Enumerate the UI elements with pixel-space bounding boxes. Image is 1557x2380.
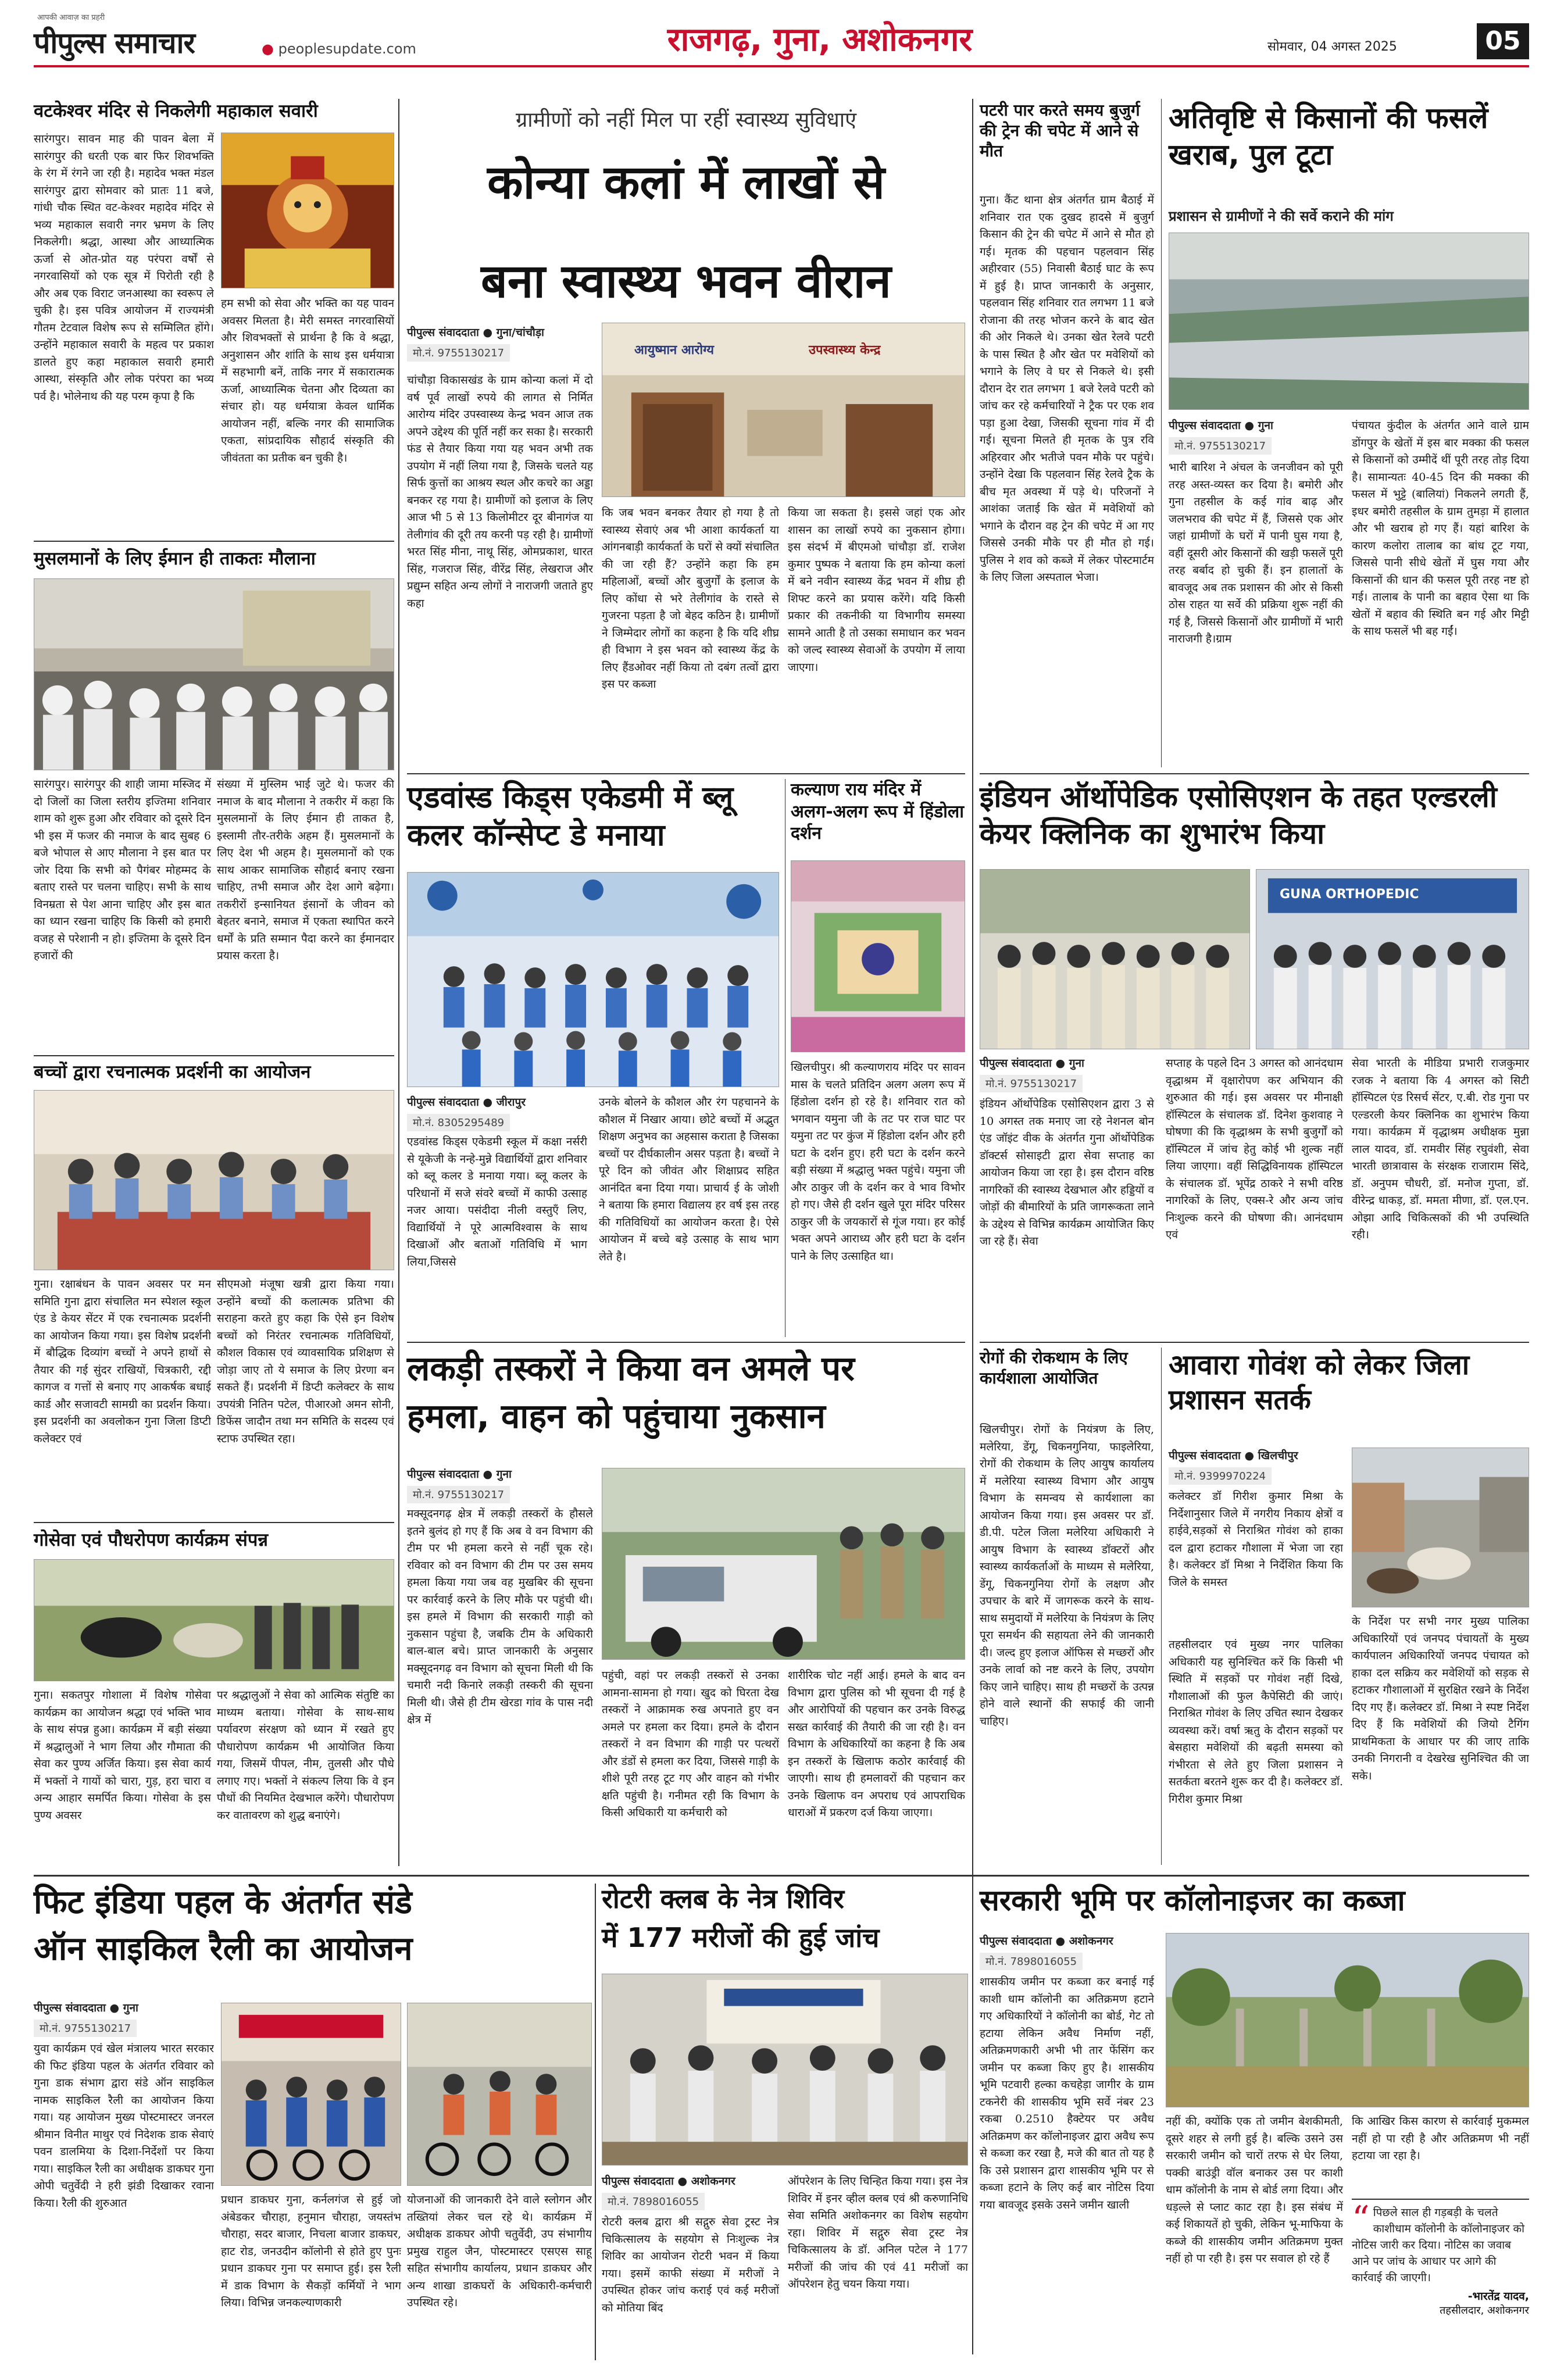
logo-text: पीपुल्स समाचार: [34, 26, 195, 60]
cycle-rally-riders-image: [408, 2003, 591, 2185]
sign-arogya: आयुष्मान आरोग्य: [634, 343, 715, 358]
masthead: [0, 0, 1557, 64]
kids-blue-day-image: [408, 873, 779, 1087]
section-rule: [34, 1522, 394, 1523]
sign-upswasthya: उपस्वास्थ्य केन्द्र: [809, 343, 881, 358]
headline-train: पटरी पार करते समय बुजुर्ग की ट्रेन की चपेट में आने से मौत: [980, 101, 1140, 160]
byline-ortho: पीपुल्स संवाददाता ● गुना मो.नं. 9755130217: [980, 1055, 1154, 1092]
photo-cycle-1: [221, 2003, 401, 2186]
headline-exhibition: बच्चों द्वारा रचनात्मक प्रदर्शनी का आयोजन: [34, 1062, 311, 1082]
article-body-flood-2: पंचायत कुंदील के अंतर्गत आने वाले ग्राम डोंगपुर के खेतों में इस बार मक्का की फसल से किसानों को उम्मीदें थीं पूरी तरह तोड़ दिया है। सामान्यतः 40-45 दिन की मक्का की फसल में भुट्टे (बालियां) निकलने लगती हैं, इधर बमोरी तहसील के ग्राम तुमड़ा में हालात और भी खराब हो गए हैं। यहां बारिश के कारण कलोरा तालाब का बांध टूट गया, जिससे पानी सीधे खेतों में घुस गया और किसानों की धान की फसल पूरी तरह नष्ट हो गई। तालाब के पानी का बहाव ऐसा था कि खेतों में बहाव की स्थिति बन गई और मिट्टी के साथ फसलें भी बह गईं।: [1352, 419, 1529, 638]
photo-cattle: [1352, 1448, 1529, 1607]
article-body-train: गुना। कैंट थाना क्षेत्र अंतर्गत ग्राम बैठाई में शनिवार रात एक दुखद हादसे में बुजुर्ग किसान की ट्रेन की चपेट में आने से मौत हो गई। मृतक की पहचान पहलवान सिंह अहीरवार (55) निवासी बैठाई घाट के रूप में हुई है। प्राप्त जानकारी के अनुसार, पहलवान सिंह शनिवार रात लगभग 11 बजे रोजाना की तरह भोजन करने के बाद खेत की ओर निकले थे। उनका खेत रेलवे पटरी के पास स्थित है और खेत पर मवेशियों को भगाने के लिए वे घर से निकले थे। इसी दौरान देर रात लगभग 1 बजे रेलवे पटरी को जांच कर रहे कर्मचारियों ने ट्रैक पर एक शव पड़ा हुआ देखा, जिसकी सूचना गांव में दी गई। सूचना मिलते ही मृतक के पुत्र रवि अहिरवार और भतीजे पवन मौके पर पहुंचे। उन्होंने देखा कि पहलवान सिंह रेलवे ट्रैक के बीच मृत अवस्था में पड़े थे। परिजनों ने आशंका जताई कि खेत में मवेशियों को भगाने के दौरान वह ट्रेन की चपेट में आ गए जिससे उनकी मौके पर ही मौत हो गई। पुलिस ने शव को कब्जे में लेकर पोस्टमार्टम के लिए जिला अस्पताल भेजा।: [980, 194, 1154, 584]
page-number: 05: [1477, 23, 1529, 59]
stray-cattle-road-image: [1352, 1448, 1529, 1607]
article-body-hindola: खिलचीपुर। श्री कल्याणराय मंदिर पर सावन मास के चलते प्रतिदिन अलग अलग रूप में हिंडोला दर्शन हो रहे है। शनिवार रात को भगवान यमुना जी के तट पर राज घाट पर यमुना तट पर कुंज में हिंडोला दर्शन और हरी घटा के दर्शन हुए। हरी घटा के दर्शन करने बड़ी संख्या में श्रद्धालु भक्त पहुंचे। यमुना जी और ठाकुर जी के दर्शन कर वे भाव विभोर हो गए। जैसे ही दर्शन खुले पूरा मंदिर परिसर ठाकुर जी के जयकारों से गूंज गया। हर कोई भक्त अपने आराध्य और हरी घटा के दर्शन पाने के लिए उत्साहित था।: [791, 1061, 965, 1263]
photo-kids: [407, 872, 779, 1087]
headline-rotary-1: रोटरी क्लब के नेत्र शिविर: [602, 1883, 844, 1914]
headline-flood: अतिवृष्टि से किसानों की फसलें खराब, पुल टूटा: [1169, 101, 1488, 171]
byline-flood: पीपुल्स संवाददाता ● गुना मो.नं. 9755130217: [1169, 417, 1343, 455]
section-title: राजगढ़, गुना, अशोकनगर: [667, 21, 973, 59]
headline-muslim: मुसलमानों के लिए ईमान ही ताकतः मौलाना: [34, 548, 316, 569]
clinic-banner-text: GUNA ORTHOPEDIC: [1280, 887, 1419, 902]
eye-camp-image: [602, 1974, 967, 2165]
column-divider: [595, 1884, 596, 2360]
mahakal-idol-image: [222, 133, 394, 288]
article-body-konya: चांचौड़ा विकासखंड के ग्राम कोन्या कलां में दो वर्ष पूर्व लाखों रुपये की लागत से निर्मित आरोग्य मंदिर उपस्वास्थ्य केन्द्र भवन आज तक अपने उद्देश्य की पूर्ति नहीं कर सका है। सरकारी फंड से तैयार किया गया यह भवन अभी तक उपयोग में नहीं लिया गया है, जिसके चलते यह सिर्फ कुत्तों का आश्रय स्थल और कचरे का अड्डा बनकर रह गया है। ग्रामीणों को इलाज के लिए आज भी 5 से 13 किलोमीटर दूर बीनागंज या तेलीगांव की दूरी तय करनी पड़ रही है। ग्रामीणों भरत सिंह मीना, नाथू सिंह, ओमप्रकाश, धारत सिंह, गजराज सिंह, वीरेंद्र सिंह, लेखराज और प्रद्युम्न सहित अन्य लोगों ने नाराजगी जताते हुए कहा: [407, 374, 593, 610]
quote-text: पिछले साल ही गड़बड़ी के चलते काशीधाम कॉलोनी के कॉलोनाइजर को नोटिस जारी कर दिया। नोटिस का जवाब आने पर जांच के आधार पर आगे की कार्रवाई की जाएगी।: [1352, 2206, 1525, 2284]
section-rule: [34, 541, 394, 542]
article-body-colonizer-2: नहीं की, क्योंकि एक तो जमीन बेशकीमती, दूसरे शहर से लगी हुई है। बल्कि उसने उस सरकारी जमीन को चारों तरफ से घेर लिया, पक्की बाउंड्री वॉल बनाकर उस पर काशी धाम कॉलोनी के नाम से बोर्ड लगा दिया। और धड़ल्ले से प्लाट काट रहा है। इस संबंध में कई शिकायतें हो चुकी, लेकिन भू-माफिया के कब्जे की शासकीय जमीन अतिक्रमण मुक्त नहीं हो पा रही है। इस पर सवाल हो रहे हैं: [1166, 2115, 1343, 2265]
photo-rotary: [602, 1974, 968, 2165]
article-body-ortho-2: सप्ताह के पहले दिन 3 अगस्त को आनंदधाम वृद्धाश्रम में वृक्षारोपण कर अभियान की शुरुआत की गई। इस अवसर पर मीनाक्षी हॉस्पिटल के संचालक डॉ. दिनेश कुशवाह ने घोषणा की कि वृद्धाश्रम के सभी बुजुर्गों को हॉस्पिटल में जांच हेतु कोई भी शुल्क नहीं लिया जाएगा। वहीं सिद्धिविनायक हॉस्पिटल के संचालक डॉ. भूपेंद्र ठाकरे ने सभी वरिष्ठ नागरिकों के लिए, एक्स-रे और अन्य जांच निःशुल्क करने की घोषणा की। आनंदधाम एवं: [1166, 1057, 1343, 1241]
logo-tagline: आपकी आवाज़ का प्रहरी: [37, 13, 105, 22]
photo-forest-vehicle: [602, 1468, 965, 1660]
byline-cattle: पीपुल्स संवाददाता ● खिलचीपुर मो.नं. 9399970224: [1169, 1448, 1343, 1485]
section-rule: [34, 1055, 394, 1056]
article-body-mahakal: सारंगपुर। सावन माह की पावन बेला में सारंगपुर की धरती एक बार फिर शिवभक्ति के रंग में रंगने जा रही है। महादेव भक्त मंडल सारंगपुर द्वारा सोमवार को प्रातः 11 बजे, गांधी चौक स्थित वट-केश्वर महादेव मंदिर से भव्य महाकाल सवारी नगर भ्रमण के लिए निकलेगी। श्रद्धा, आस्था और आध्यात्मिक ऊर्जा से ओत-प्रोत यह परंपरा वर्षों से नगरवासियों को एक सूत्र में पिरोती रही है और अब एक विराट जनआस्था का स्वरूप ले चुकी है। इस पवित्र आयोजन में राज्यमंत्री गौतम टेटवाल विशेष रूप से सम्मिलित होंगे। उन्होंने महाकाल सवारी के महत्व पर प्रकाश डालते हुए कहा महाकाल सवारी हमारी आस्था, संस्कृति और लोक परंपरा का भव्य पर्व है। भोलेनाथ की यह परम कृपा है कि: [34, 133, 214, 403]
article-body-gaushala: गुना। सकतपुर गोशाला में विशेष गोसेवा कार्यक्रम का आयोजन श्रद्धा एवं भक्ति भाव के साथ संपन्न हुआ। कार्यक्रम में बड़ी संख्या में श्रद्धालुओं ने भाग लिया और गौमाता की सेवा कर पुण्य अर्जित किया। इस सेवा कार्य में भक्तों ने गायों को चारा, गुड़, हरा चारा व अन्य आहार समर्पित किया। गोसेवा के इस पुण्य अवसर: [34, 1689, 211, 1822]
article-body-colonizer: शासकीय जमीन पर कब्जा कर बनाई गई काशी धाम कॉलोनी का अतिक्रमण हटाने गए अधिकारियों ने कॉलोनी का बोर्ड, गेट तो हटाया लेकिन अवैध निर्माण नहीं, अतिक्रमणकारी अभी भी तार फेंसिंग कर जमीन पर कब्जा किए हुए है। शासकीय भूमि पटवारी हल्का कचहेड़ा जागीर के ग्राम टकनेरी की शासकीय भूमि सर्वे नंबर 23 रकबा 0.2510 हैक्टेयर पर अवैध अतिक्रमण कर कॉलोनाइजर द्वारा अवैध रूप से कब्जा कर रखा है, मजे की बात तो यह है कि उसे प्रशासन द्वारा शासकीय भूमि पर से कब्जा हटाने के लिए कई बार नोटिस दिया गया बावजूद इसके उसने जमीन खाली: [980, 1975, 1154, 2211]
section-rule: [980, 773, 1529, 774]
headline-cycle-2: ऑन साइकिल रैली का आयोजन: [34, 1930, 413, 1968]
headline-cattle: आवारा गोवंश को लेकर जिला प्रशासन सतर्क: [1169, 1349, 1470, 1416]
article-body-gaushala-2: पर श्रद्धालुओं ने सेवा को आत्मिक संतुष्टि का माध्यम बताया। गोसेवा के साथ-साथ पर्यावरण संरक्षण को ध्यान में रखते हुए पौधारोपण कार्यक्रम भी आयोजित किया गया, जिसमें पीपल, नीम, तुलसी और पौधे लगाए गए। भक्तों ने संकल्प लिया कि वे इन पौधों की नियमित देखभाल करेंगे। पौधारोपण कर वातावरण को शुद्ध बनाएंगे।: [217, 1689, 394, 1822]
article-body-cycle: युवा कार्यक्रम एवं खेल मंत्रालय भारत सरकार की फिट इंडिया पहल के अंतर्गत रविवार को गुना डाक संभाग द्वारा संडे ऑन साइकिल नामक साइकिल रैली का आयोजन किया गया। यह आयोजन मुख्य पोस्टमास्टर जनरल श्रीमान विनीत माथुर एवं निदेशक डाक सेवाएं पवन डालमिया के दिशा-निर्देशों पर किया गया। साइकिल रैली का अधीक्षक डाकघर गुना ओपी चतुर्वेदी ने हरी झंडी दिखाकर रवाना किया। रैली की शुरुआत: [34, 2042, 214, 2210]
column-divider: [1161, 99, 1162, 767]
section-rule: [407, 773, 965, 774]
article-body-rotary-2: ऑपरेशन के लिए चिन्हित किया गया। इस नेत्र शिविर में इनर व्हील क्लब एवं श्री करुणानिधि सेवा समिति अशोकनगर का विशेष सहयोग रहा। शिविर में सद्गुरु सेवा ट्रस्ट नेत्र चिकित्सालय के डॉ. अनिल पटेल ने 177 मरीजों की जांच की एवं 41 मरीजों का ऑपरेशन हेतु चयन किया गया।: [788, 2175, 968, 2290]
headline-colonizer: सरकारी भूमि पर कॉलोनाइजर का कब्जा: [980, 1884, 1405, 1917]
headline-hindola: कल्याण राय मंदिर में अलग-अलग रूप में हिंडोला दर्शन: [791, 780, 965, 844]
logo: [34, 12, 195, 62]
byline-konya: पीपुल्स संवाददाता ● गुना/चांचौड़ा मो.नं. 9755130217: [407, 324, 593, 362]
article-body-forest-2: पहुंची, वहां पर लकड़ी तस्करों से उनका आमना-सामना हो गया। खुद को घिरता देख तस्करों ने आक्रामक रुख अपनाते हुए वन अमले पर हमला कर दिया। हमले के दौरान तस्करों ने वन विभाग की गाड़ी पर पत्थरों और डंडों से हमला कर दिया, जिससे गाड़ी के शीशे पूरी तरह टूट गए और वाहन को गंभीर क्षति पहुंची है। गनीमत रही कि विभाग के किसी अधिकारी या कर्मचारी को: [602, 1669, 779, 1819]
kicker-flood: प्रशासन से ग्रामीणों ने की सर्वे कराने की मांग: [1169, 208, 1394, 224]
ijtima-gathering-image: [34, 579, 394, 770]
section-rule: [34, 1875, 1529, 1877]
photo-exhibition: [34, 1090, 394, 1270]
article-body-mahakal-2: हम सभी को सेवा और भक्ति का यह पावन अवसर मिलता है। मेरी समस्त नगरवासियों और शिवभक्तों से प्रार्थना है कि वे श्रद्धा, अनुशासन और शांति के साथ इस धर्मयात्रा में सहभागी बनें, ताकि नगर में सकारात्मक ऊर्जा, आध्यात्मिक चेतना और दिव्यता का संचार हो। यह धर्मयात्रा केवल धार्मिक आयोजन नहीं, बल्कि नगर की सामाजिक एकता, सांप्रदायिक सौहार्द संस्कृति की जीवंतता का प्रतीक बन चुकी है।: [221, 297, 394, 464]
headline-ortho: इंडियन ऑर्थोपेडिक एसोसिएशन के तहत एल्डरली केयर क्लिनिक का शुभारंभ किया: [980, 780, 1497, 850]
quote-mark-icon: “: [1352, 2199, 1370, 2239]
flooded-field-image: [1169, 233, 1529, 409]
section-rule: [980, 1342, 1529, 1343]
article-body-exhibition-2: सीएमओ मंजूषा खत्री द्वारा किया गया। उन्होंने बच्चों की कलात्मक प्रतिभा की सराहना करते हुए कहा कि ऐसे इन विशेष बच्चों को निरंतर रचनात्मक गतिविधियों, कौशल विकास एवं व्यावसायिक प्रशिक्षण से जोड़ा जाए तो ये समाज के लिए प्रेरणा बन सकते हैं। प्रदर्शनी में डिप्टी कलेक्टर के साथ उपयंत्री नितिन पटेल, पीआरओ अमन सोनी, डिफेंस जादौन तथा मन समिति के सदस्य एवं स्टाफ उपस्थित रहा।: [217, 1278, 394, 1445]
section-rule: [407, 1342, 965, 1343]
quote-box: [1352, 2199, 1529, 2360]
hindola-darshan-image: [791, 861, 965, 1052]
column-divider: [972, 99, 973, 2354]
encroached-land-image: [1166, 1934, 1529, 2107]
article-body-muslim-2: संख्या में मुस्लिम भाई जुटे थे। फजर की नमाज के बाद मौलाना ने तकरीर में कहा कि मुसलमानों के लिए ईमान ही ताकत है, इस्लामी तौर-तरीके अहम हैं। मुसलमानों के लिए देश भी अहम है। मुसलमानों को एक साथ आकर सामाजिक सौहार्द बनाए रखना चाहिए, तभी समाज और देश आगे बढ़ेगा। तकरीरों इन्सानियत इंसानों के जीवन को बेहतर बनाने, समाज में एकता स्थापित करने धर्मों के प्रति सम्मान पैदा करने का ईमानदार प्रयास करता है।: [217, 778, 394, 962]
article-body-ortho-3: सेवा भारती के मीडिया प्रभारी राजकुमार रजक ने बताया कि 4 अगस्त को सिटी हॉस्पिटल एंड रिसर्च सेंटर, ए.बी. रोड गुना पर एल्डरली केयर क्लिनिक का शुभारंभ किया गया। कार्यक्रम में वृद्धाश्रम अधीक्षक मुन्ना लाल यादव, डॉ. रामवीर सिंह रघुवंशी, सेवा भारती छात्रावास के संरक्षक राजाराम सिंदे, डॉ. अनुपम चौधरी, डॉ. मनोज गुप्ता, डॉ. वीरेन्द्र धाकड़, डॉ. ममता मीणा, डॉ. एल.एन. ओझा आदि चिकित्सकों की भी उपस्थिति रही।: [1352, 1057, 1529, 1241]
byline-cycle: पीपुल्स संवाददाता ● गुना मो.नं. 9755130217: [34, 2000, 208, 2037]
article-body-cycle-2: प्रधान डाकघर गुना, कर्नलगंज से हुई जो अंबेडकर चौराहा, हनुमान चौराहा, जयस्तंभ चौराहा, सदर बाजार, निचला बाजार डाकघर, हाट रोड, जनउदीन कॉलोनी से होते हुए पुनः प्रधान डाकघर गुना पर समाप्त हुई। इस रैली में डाक विभाग के सैकड़ों कर्मियों ने भाग लिया। विभिन्न जनकल्याणकारी: [221, 2193, 401, 2309]
photo-ijtima: [34, 578, 394, 770]
kicker-konya: ग्रामीणों को नहीं मिल पा रहीं स्वास्थ्य सुविधाएं: [516, 108, 856, 132]
article-body-forest-3: शारीरिक चोट नहीं आई। हमले के बाद वन विभाग द्वारा पुलिस को भी सूचना दी गई है और आरोपियों की पहचान कर उनके विरुद्ध सख्त कार्रवाई की तैयारी की जा रही है। वन विभाग के अधिकारियों का कहना है कि अब इन तस्करों के खिलाफ कठोर कार्रवाई की जाएगी। साथ ही हमलावरों की पहचान कर उनके खिलाफ वन अपराध एवं आपराधिक धाराओं में प्रकरण दर्ज किया जाएगा।: [788, 1669, 965, 1819]
headline-kids: एडवांस्ड किड्स एकेडमी में ब्लू कलर कॉन्सेप्ट डे मनाया: [407, 780, 734, 853]
byline-forest: पीपुल्स संवाददाता ● गुना मो.नं. 9755130217: [407, 1466, 593, 1503]
headline-gaushala: गोसेवा एवं पौधरोपण कार्यक्रम संपन्न: [34, 1530, 269, 1550]
photo-mahakal-idol: [221, 133, 394, 288]
photo-colonizer: [1166, 1933, 1529, 2107]
article-body-cycle-3: योजनाओं की जानकारी देने वाले स्लोगन और तख्तियां लेकर चल रहे थे। कार्यक्रम में अधीक्षक डाकघर ओपी चतुर्वेदी, उप संभागीय प्रमुख राहुल जैन, पोस्टमास्टर एसएस साहू सहित संभागीय कार्यालय, प्रधान डाकघर और अन्य शाखा डाकघरों के अधिकारी-कर्मचारी उपस्थित रहे।: [407, 2193, 592, 2309]
headline-forest-1: लकड़ी तस्करों ने किया वन अमले पर: [407, 1349, 855, 1388]
byline-rotary: पीपुल्स संवाददाता ● अशोकनगर मो.नं. 7898016055: [602, 2173, 779, 2210]
column-divider: [1161, 1348, 1162, 1865]
article-body-forest: मक्सूदनगढ़ क्षेत्र में लकड़ी तस्करों के हौसले इतने बुलंद हो गए हैं कि अब वे वन विभाग की टीम पर भी हमला करने से नहीं चूक रहे। रविवार को वन विभाग की टीम पर उस समय हमला किया गया जब वह मुखबिर की सूचना पर कार्रवाई करने के लिए मौके पर पहुंची थी। इस हमले में विभाग की सरकारी गाड़ी को नुकसान पहुंचा है, जबकि टीम के अधिकारी बाल-बाल बचे। प्राप्त जानकारी के अनुसार मक्सूदनगढ़ वन विभाग को सूचना मिली थी कि चमारी नदी किनारे लकड़ी तस्करी की सूचना मिली थी। जैसे ही टीम खेरडा गांव के पास नदी क्षेत्र में: [407, 1507, 593, 1726]
headline-rotary-2: में 177 मरीजों की हुई जांच: [602, 1922, 880, 1953]
article-body-konya-2: कि जब भवन बनकर तैयार हो गया है तो स्वास्थ्य सेवाएं अब भी आशा कार्यकर्ता या आंगनबाड़ी कार्यकर्ता के घरों से क्यों संचालित की जा रही हैं? उन्होंने कहा कि हम महिलाओं, बच्चों और बुजुर्गों के इलाज के लिए कोंधा से भरे तेलीगांव के रास्ते से गुजरना पड़ता है जो बेहद कठिन है। ग्रामीणों ने जिम्मेदार लोगों का कहना है कि यदि शीघ्र ही विभाग ने इस भवन को स्वास्थ्य केंद्र के लिए हैंडओवर नहीं किया तो दबंग तत्वों द्वारा इस पर कब्जा: [602, 506, 779, 691]
article-body-kids-2: उनके बोलने के कौशल और रंग पहचानने के कौशल में निखार आया। छोटे बच्चों में अद्भुत शिक्षण अनुभव का अहसास कराता है जिसका बच्चों पर दीर्घकालीन असर पड़ता है। बच्चों ने पूरे दिन को जीवंत और शिक्षाप्रद सहित आनंदित बना दिया गया। प्राचार्य ई के जोशी ने बताया कि हमारा विद्यालय हर वर्ष इस तरह की गतिविधियों का आयोजन करता है। ऐसे आयोजन में बच्चे बड़े उत्साह के साथ भाग लेते है।: [599, 1096, 779, 1263]
photo-ortho-2: [1256, 869, 1529, 1049]
website-url[interactable]: ● peoplesupdate.com: [262, 41, 416, 57]
photo-ortho-1: [980, 869, 1250, 1049]
article-body-muslim: सारंगपुर। सारंगपुर की शाही जामा मस्जिद में दो जिलों का जिला स्तरीय इज्तिमा शनिवार शाम को शुरू हुआ और रविवार को दूसरे दिन भी इस में फजर की नमाज के बाद सुबह 6 बजे भोपाल से आए मौलाना ने इस बात पर जोर दिया कि सभी को पैगंबर मोहम्मद के बताए रास्ते पर चलना चाहिए। सभी के साथ विनम्रता से पेश आना चाहिए और इस बात का ध्यान रखना चाहिए कि किसी को हमारी वजह से परेशानी न हो। इज्तिमा के दूसरे दिन हजारों की: [34, 778, 211, 962]
globe-icon: ●: [262, 41, 274, 57]
article-body-colonizer-3: कि आखिर किस कारण से कार्रवाई मुकम्मल नहीं हो पा रही है और अतिक्रमण भी नहीं हटाया जा रहा है।: [1352, 2115, 1529, 2162]
issue-date: सोमवार, 04 अगस्त 2025: [1267, 40, 1397, 54]
quote-role: तहसीलदार, अशोकनगर: [1440, 2304, 1529, 2317]
cycle-rally-image: [222, 2003, 401, 2185]
headline-forest-2: हमला, वाहन को पहुंचाया नुकसान: [407, 1396, 826, 1436]
article-body-disease: खिलचीपुर। रोगों के नियंत्रण के लिए, मलेरिया, डेंगू, चिकनगुनिया, फाइलेरिया, रोगों की रोकथाम के लिए आयुष कार्यालय में मलेरिया स्वास्थ्य विभाग और आयुष विभाग के समन्वय से कार्यशाला का आयोजन किया गया। इस अवसर पर डॉ. डी.पी. पटेल जिला मलेरिया अधिकारी ने आयुष विभाग के स्वास्थ्य डॉक्टरों और स्वास्थ्य कार्यकर्ताओं के माध्यम से मलेरिया, डेंगू, चिकनगुनिया रोगों के लक्षण और उपचार के बारे में जागरूक करने के साथ-साथ समुदायों में मलेरिया के नियंत्रण के लिए पूरा समर्थन की सहायता लेने की जानकारी दी। जल्द हुए इलाज ऑफिस से मच्छरों और उनके लार्वा को नष्ट करने के लिए, उपयोग किए जाने चाहिए। साथ ही मच्छरों के उत्पन्न होने वाले स्थानों की सफाई की जानी चाहिए।: [980, 1423, 1154, 1728]
article-body-kids: एडवांस्ड किड्स एकेडमी स्कूल में कक्षा नर्सरी से यूकेजी के नन्हे-मुन्ने विद्यार्थियों द्वारा शनिवार को ब्लू कलर डे मनाया गया। ब्लू कलर के परिधानों में सजे संवरे बच्चों में काफी उत्साह नजर आया। पसंदीदा नीली वस्तुएँ लिए, विद्यार्थियों ने पूरे आत्मविश्वास के साथ दिखाओं और बताओं गतिविधि में भाग लिया,जिससे: [407, 1135, 587, 1268]
photo-hindola: [791, 860, 965, 1052]
article-body-flood: भारी बारिश ने अंचल के जनजीवन को पूरी तरह अस्त-व्यस्त कर दिया है। बमोरी और गुना तहसील के कई गांव बाढ़ और जलभराव की चपेट में हैं, जिससे एक ओर जहां ग्रामीणों के घरों में पानी घुस गया है, वहीं दूसरी ओर किसानों की खड़ी फसलें पूरी तरह बर्बाद हो चुकी हैं। इन हालातों के बावजूद अब तक प्रशासन की ओर से किसी ठोस राहत या सर्वे की प्रक्रिया शुरू नहीं की गई है, जिससे किसानों और ग्रामीणों में भारी नाराजगी है।ग्राम: [1169, 461, 1343, 645]
headline-konya-2: बना स्वास्थ्य भवन वीरान: [481, 254, 891, 308]
headline-konya-1: कोन्या कलां में लाखों से: [487, 155, 885, 209]
column-divider: [398, 99, 399, 1866]
photo-health-center: [602, 323, 965, 497]
article-body-cattle: कलेक्टर डॉ गिरीश कुमार मिश्रा के निर्देशानुसार जिले में नगरीय निकाय क्षेत्रों व हाईवे,सड़कों से निराश्रित गोवंश को हाका दल द्वारा हटाकर गौशाला में भेजा जा रहा है। कलेक्टर डॉ मिश्रा ने निर्देशित किया कि जिले के समस्त: [1169, 1490, 1343, 1589]
article-body-ortho: इंडियन ऑर्थोपेडिक एसोसिएशन द्वारा 3 से 10 अगस्त तक मनाए जा रहे नेशनल बोन एंड जॉइंट वीक के अंतर्गत गुना ऑर्थोपेडिक डॉक्टर्स सोसाइटी द्वारा सेवा सप्ताह का आयोजन किया जा रहा है। इस दौरान वरिष्ठ नागरिकों की स्वास्थ्य देखभाल और हड्डियों व जोड़ों की बीमारियों के प्रति जागरूकता लाने के उद्देश्य से विभिन्न कार्यक्रम आयोजित किए जा रहे हैं। सेवा: [980, 1098, 1154, 1248]
exhibition-image: [34, 1091, 394, 1270]
quote-author: -भारतेंद्र यादव,: [1467, 2290, 1529, 2303]
photo-flood: [1169, 233, 1529, 410]
masthead-rule: [34, 65, 1529, 67]
headline-disease: रोगों की रोकथाम के लिए कार्यशाला आयोजित: [980, 1348, 1128, 1388]
photo-cycle-2: [407, 2003, 592, 2186]
byline-colonizer: पीपुल्स संवाददाता ● अशोकनगर मो.नं. 7898016055: [980, 1933, 1154, 1970]
byline-kids: पीपुल्स संवाददाता ● जीरापुर मो.नं. 8305295489: [407, 1094, 593, 1131]
damaged-vehicle-image: [602, 1468, 965, 1659]
headline-mahakal: वटकेश्वर मंदिर से निकलेगी महाकाल सवारी: [34, 101, 318, 121]
article-body-konya-3: किया जा सकता है। इससे जहां एक ओर शासन का लाखों रुपये का नुकसान होगा। इस संदर्भ में बीएमओ चांचौड़ा डॉ. राजेश कुमार पुष्पक ने बताया कि हम कोन्या कलां में बने नवीन स्वास्थ्य केंद्र भवन में शीघ्र ही शिफ्ट करने का प्रयास करेंगे। यदि किसी प्रकार की तकनीकी या विभागीय समस्या सामने आती है तो उसका समाधान कर भवन को जल्द स्वास्थ्य सेवाओं के उपयोग में लाया जाएगा।: [788, 506, 965, 674]
article-body-rotary: रोटरी क्लब द्वारा श्री सद्गुरु सेवा ट्रस्ट नेत्र चिकित्सालय के सहयोग से निःशुल्क नेत्र शिविर का आयोजन रोटरी भवन में किया गया। इसमें काफी संख्या में मरीजों ने उपस्थित होकर जांच कराई एवं कई मरीजों को मोतिया बिंद: [602, 2215, 779, 2314]
headline-cycle-1: फिट इंडिया पहल के अंतर्गत संडे: [34, 1884, 412, 1921]
article-body-cattle-2: के निर्देश पर सभी नगर मुख्य पालिका अधिकारियों एवं जनपद पंचायतों के मुख्य कार्यपालन अधिकारियों जनपद पंचायत को हाका दल सक्रिय कर मवेशियों को सड़क से हटाकर गौशालाओं में सुरक्षित रखने के निर्देश दिए गए हैं। कलेक्टर डॉ. मिश्रा ने स्पष्ट निर्देश दिए हैं कि मवेशियों की जियो टैगिंग प्राथमिकता के आधार पर की जाए ताकि उनकी निगरानी व देखरेख सुनिश्चित की जा सके।: [1352, 1615, 1529, 1782]
article-body-exhibition: गुना। रक्षाबंधन के पावन अवसर पर मन समिति गुना द्वारा संचालित मन स्पेशल स्कूल एंड डे केयर सेंटर में एक रचनात्मक प्रदर्शनी का आयोजन किया गया। इस विशेष प्रदर्शनी में बौद्धिक दिव्यांग बच्चों ने अपने हाथों से तैयार की गई सुंदर राखियों, चित्रकारी, रद्दी कागज व गत्तों से बनाए गए आकर्षक बधाई कार्ड और सजावटी सामग्री का प्रदर्शन किया। इस प्रदर्शनी का अवलोकन गुना जिला डिप्टी कलेक्टर एवं: [34, 1278, 211, 1445]
article-body-cattle-3: तहसीलदार एवं मुख्य नगर पालिका अधिकारी यह सुनिश्चित करें कि किसी भी स्थिति में सड़कों पर गोवंश नहीं दिखे, गौशालाओं की फुल कैपेसिटी की जाएं। निराश्रित गोवंश के लिए उचित स्थान देखकर व्यवस्था करें। वर्षा ऋतु के दौरान सड़कों पर बेसहारा मवेशियों की बढ़ती समस्या को गंभीरता से लेते हुए जिला प्रशासन ने सतर्कता बरतने शुरू कर दी है। कलेक्टर डॉ. गिरीश कुमार मिश्रा: [1169, 1638, 1343, 1806]
elderly-care-group-image: [980, 870, 1249, 1049]
photo-gaushala: [34, 1559, 394, 1681]
gaushala-image: [34, 1560, 394, 1681]
